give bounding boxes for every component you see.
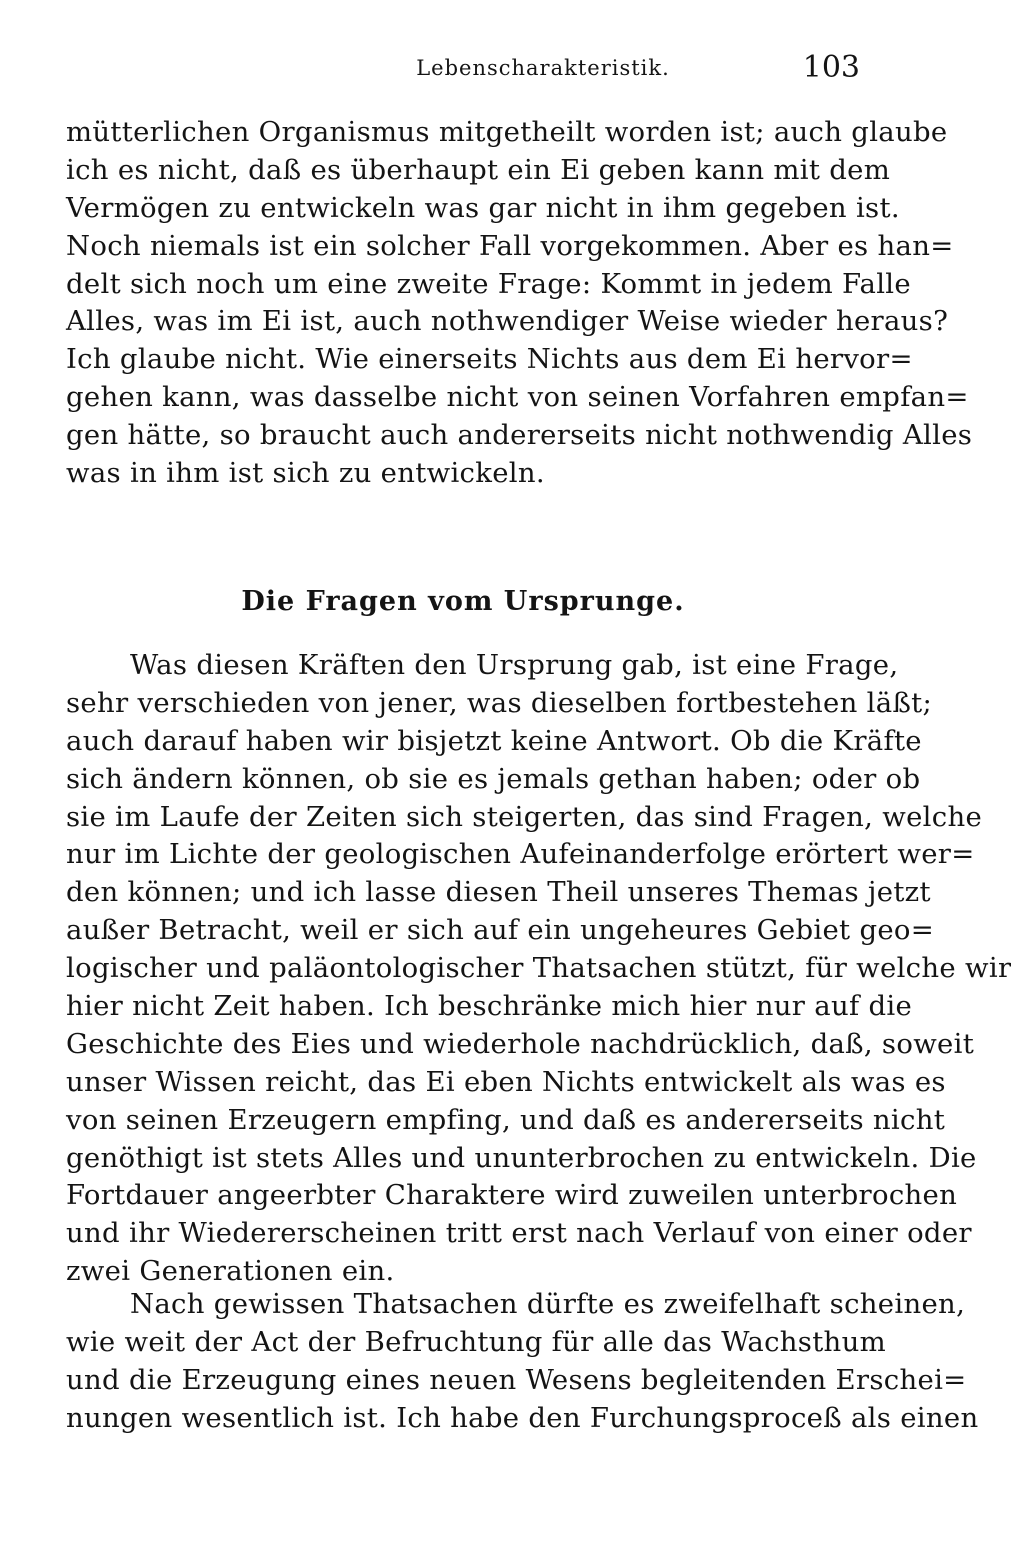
text-line: Fortdauer angeerbter Charaktere wird zuweilen unterbrochen xyxy=(66,1179,958,1212)
text-line: hier nicht Zeit haben. Ich beschränke mich hier nur auf die xyxy=(66,990,913,1023)
text-line: wie weit der Act der Befruchtung für alle das Wachsthum xyxy=(66,1325,886,1358)
text-line: logischer und paläontologischer Thatsachen stützt, für welche wir xyxy=(66,952,1011,985)
text-line: delt sich noch um eine zweite Frage: Kommt in jedem Falle xyxy=(66,267,911,300)
text-line: nur im Lichte der geologischen Aufeinanderfolge erörtert wer= xyxy=(66,838,975,871)
paragraph-fertilization xyxy=(66,1286,979,1438)
text-line: außer Betracht, weil er sich auf ein ungeheures Gebiet geo= xyxy=(66,914,935,947)
text-line: sehr verschieden von jener, was dieselben fortbestehen läßt; xyxy=(66,686,933,719)
text-line: nungen wesentlich ist. Ich habe den Furchungsproceß als einen xyxy=(66,1401,979,1434)
text-line: den können; und ich lasse diesen Theil unseres Themas jetzt xyxy=(66,876,931,909)
text-line: Noch niemals ist ein solcher Fall vorgekommen. Aber es han= xyxy=(66,229,954,262)
page-number: 103 xyxy=(802,50,860,85)
text-line: genöthigt ist stets Alles und ununterbrochen zu entwickeln. Die xyxy=(66,1141,977,1174)
text-line: sich ändern können, ob sie es jemals gethan haben; oder ob xyxy=(66,762,921,795)
text-line: mütterlichen Organismus mitgetheilt worden ist; auch glaube xyxy=(66,116,948,148)
text-line: Geschichte des Eies und wiederhole nachdrücklich, daß, soweit xyxy=(66,1027,975,1060)
text-line: Vermögen zu entwickeln was gar nicht in ihm gegeben ist. xyxy=(66,191,900,224)
text-line: unser Wissen reicht, das Ei eben Nichts entwickelt als was es xyxy=(66,1065,946,1098)
text-line: zwei Generationen ein. xyxy=(66,1255,395,1288)
text-line: Was diesen Kräften den Ursprung gab, ist eine Frage, xyxy=(130,649,899,681)
text-line: Nach gewissen Thatsachen dürfte es zweifelhaft scheinen, xyxy=(130,1288,966,1320)
text-line: sie im Laufe der Zeiten sich steigerten, das sind Fragen, welche xyxy=(66,800,983,833)
section-heading: Die Fragen vom Ursprunge. xyxy=(241,586,685,617)
text-line: gen hätte, so braucht auch andererseits nicht nothwendig Alles xyxy=(66,419,973,452)
text-line: Alles, was im Ei ist, auch nothwendiger Weise wieder heraus? xyxy=(66,305,949,338)
page-header xyxy=(66,50,860,90)
text-line: auch darauf haben wir bisjetzt keine Antwort. Ob die Kräfte xyxy=(66,724,922,757)
text-line: was in ihm ist sich zu entwickeln. xyxy=(66,457,545,490)
text-line: und die Erzeugung eines neuen Wesens begleitenden Erschei= xyxy=(66,1363,967,1396)
running-head: Lebenscharakteristik. xyxy=(416,56,670,80)
text-line: Ich glaube nicht. Wie einerseits Nichts aus dem Ei hervor= xyxy=(66,343,913,376)
text-line: ich es nicht, daß es überhaupt ein Ei geben kann mit dem xyxy=(66,153,891,186)
paragraph-origins xyxy=(66,647,1011,1291)
text-line: gehen kann, was dasselbe nicht von seinen Vorfahren empfan= xyxy=(66,381,969,414)
paragraph-continued xyxy=(66,114,973,493)
text-line: und ihr Wiedererscheinen tritt erst nach Verlauf von einer oder xyxy=(66,1217,972,1250)
text-line: von seinen Erzeugern empfing, und daß es andererseits nicht xyxy=(66,1103,946,1136)
